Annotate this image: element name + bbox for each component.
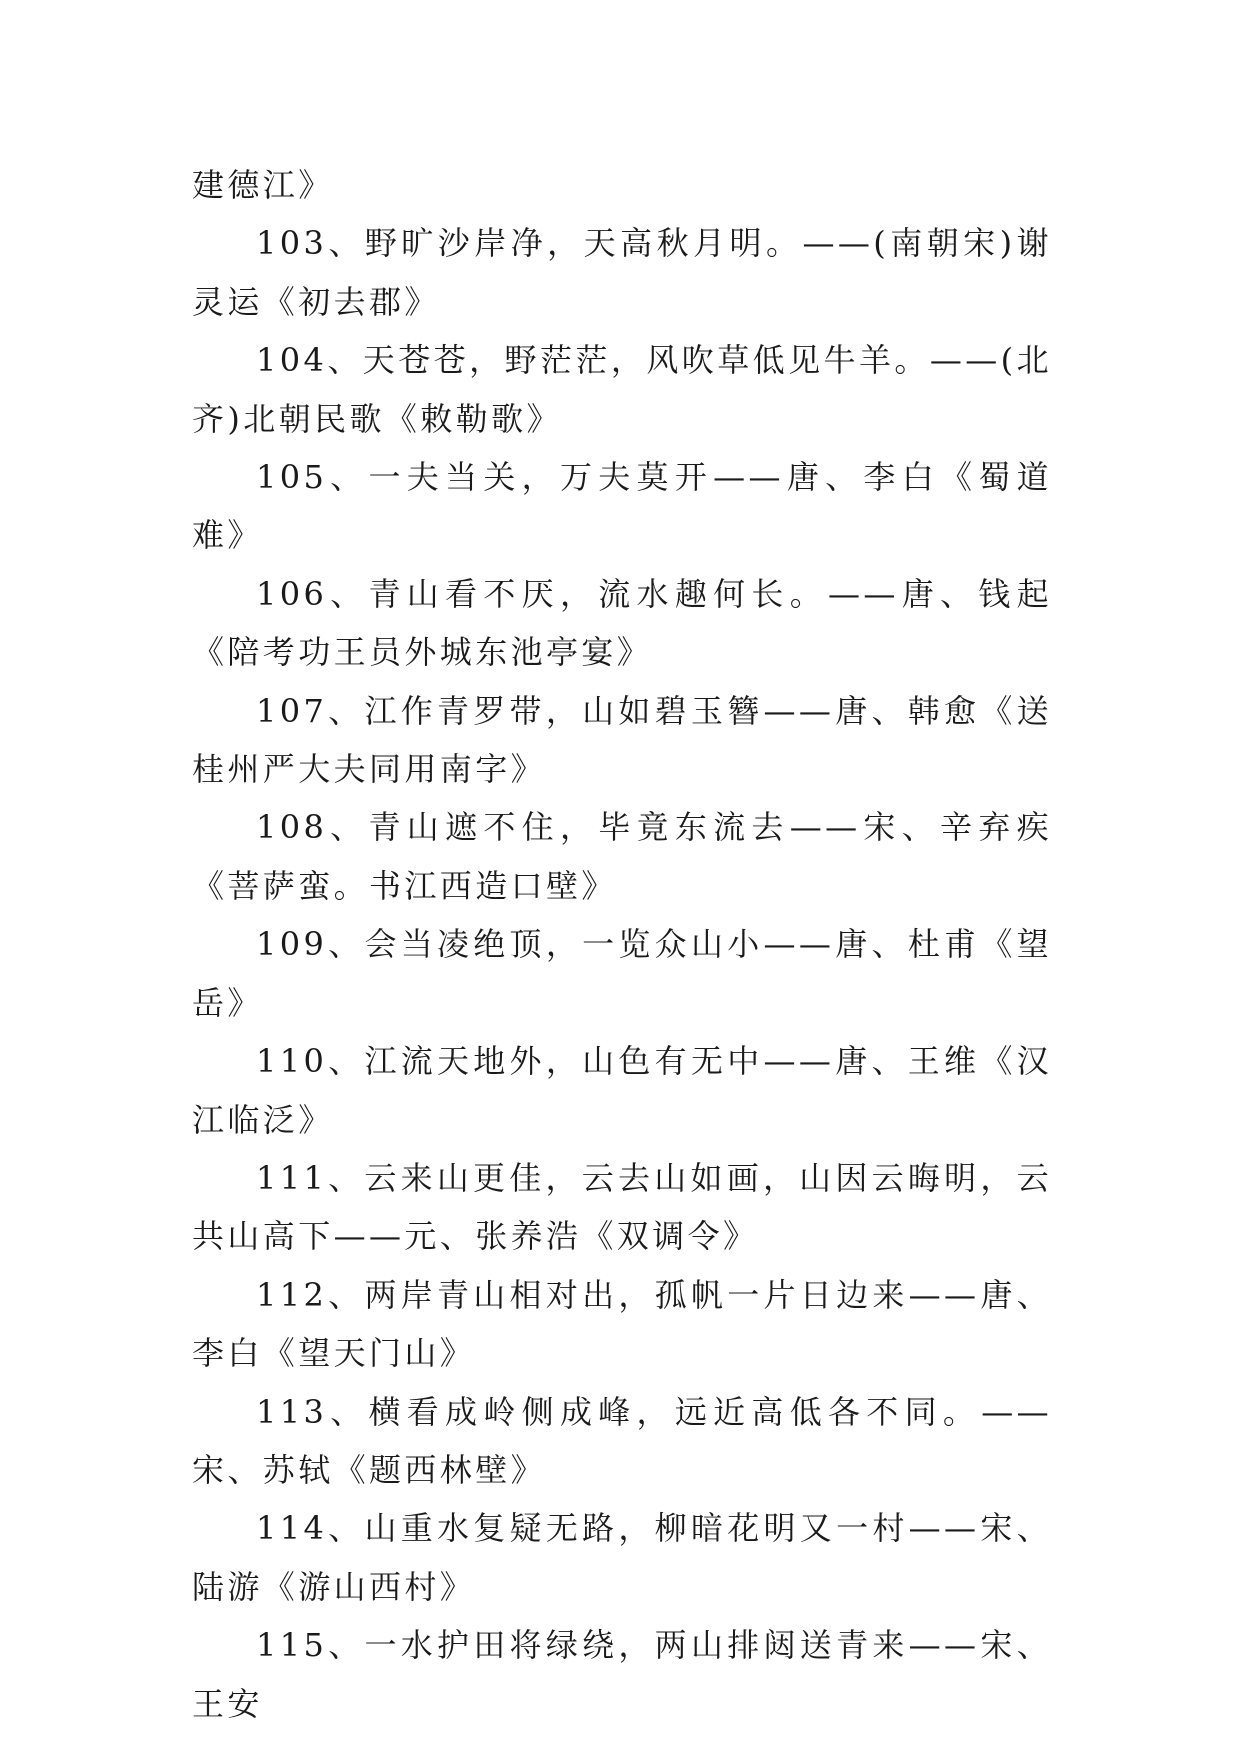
- paragraph-109: 109、会当凌绝顶，一览众山小——唐、杜甫《望岳》: [192, 925, 1052, 1022]
- paragraph-continuation: 建德江》: [192, 166, 334, 204]
- paragraph-104: 104、天苍苍，野茫茫，风吹草低见牛羊。——(北齐)北朝民歌《敕勒歌》: [192, 341, 1052, 438]
- paragraph-107: 107、江作青罗带，山如碧玉簪——唐、韩愈《送桂州严大夫同用南字》: [192, 691, 1052, 789]
- paragraph-103: 103、野旷沙岸净，天高秋月明。——(南朝宋)谢灵运《初去郡》: [192, 224, 1052, 321]
- paragraph-112: 112、两岸青山相对出，孤帆一片日边来——唐、李白《望天门山》: [192, 1275, 1052, 1373]
- paragraph-113: 113、横看成岭侧成峰，远近高低各不同。——宋、苏轼《题西林壁》: [192, 1392, 1052, 1489]
- paragraph-115: 115、一水护田将绿绕，两山排闼送青来——宋、王安: [192, 1626, 1052, 1723]
- paragraph-114: 114、山重水复疑无路，柳暗花明又一村——宋、陆游《游山西村》: [192, 1509, 1052, 1606]
- paragraph-110: 110、江流天地外，山色有无中——唐、王维《汉江临泛》: [192, 1042, 1052, 1139]
- paragraph-106: 106、青山看不厌，流水趣何长。——唐、钱起《陪考功王员外城东池亭宴》: [192, 574, 1052, 672]
- paragraph-111: 111、云来山更佳，云去山如画，山因云晦明，云共山高下——元、张养浩《双调令》: [192, 1158, 1052, 1256]
- paragraph-108: 108、青山遮不住，毕竟东流去——宋、辛弃疾《菩萨蛮。书江西造口壁》: [192, 808, 1052, 905]
- poem-text-block: [192, 156, 1052, 1733]
- paragraph-105: 105、一夫当关，万夫莫开——唐、李白《蜀道难》: [192, 458, 1052, 555]
